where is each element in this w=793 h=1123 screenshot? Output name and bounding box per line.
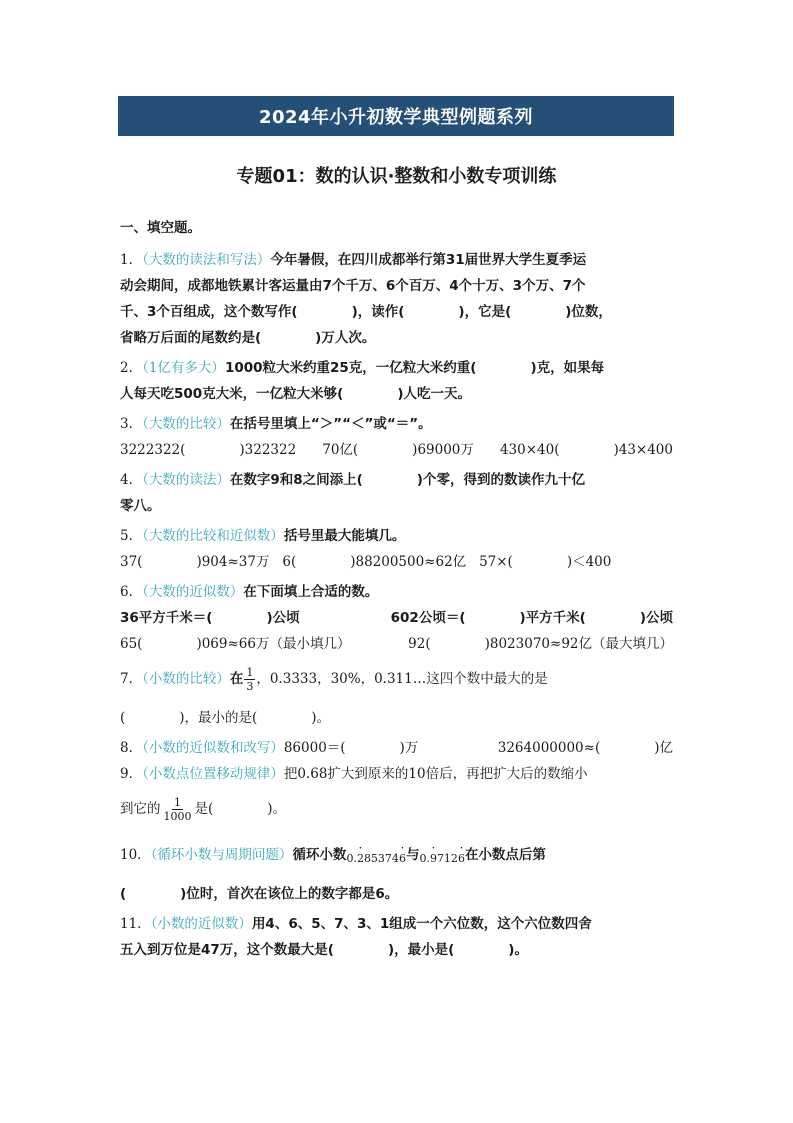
- question-number: 3．: [120, 416, 143, 432]
- question-number: 9．: [120, 766, 143, 782]
- question-number: 1．: [120, 252, 143, 268]
- question-text: 括号里最大能填几。: [283, 528, 406, 544]
- question-text: 到它的: [120, 801, 161, 817]
- question-4-line-1: [120, 467, 673, 493]
- question-tag: （大数的读法和写法）: [142, 252, 271, 268]
- header-banner: [118, 96, 674, 136]
- repeat-end-digit: · 6: [458, 852, 465, 865]
- question-text: 用4、6、5、7、3、1组成一个六位数，这个六位数四舍: [251, 916, 592, 932]
- repeat-start-digit: · 2: [357, 852, 364, 865]
- question-tag: （大数的比较）: [142, 416, 230, 432]
- question-text: 在数字9和8之间添上( )个零，得到的数读作九十亿: [229, 472, 585, 488]
- question-tag: （大数的近似数）: [142, 584, 244, 600]
- fill-item-3: 65( )069≈66万（最小填几）: [120, 636, 351, 652]
- decimal-int: 0.: [346, 852, 357, 865]
- question-text-rest: 在小数点后第: [464, 847, 546, 863]
- fill-item-1: 86000＝( )万: [283, 740, 419, 756]
- question-tag: （小数的比较）: [142, 671, 230, 687]
- question-1-line-2: 动会期间，成都地铁累计客运量由7个千万、6个百万、4个十万、3个万、7个: [120, 278, 586, 294]
- fraction-denominator: 1000: [163, 810, 192, 823]
- question-2-line-1: [120, 355, 673, 381]
- question-5-line-1: [120, 523, 673, 549]
- question-11-line-1: [120, 911, 673, 937]
- question-text: 在: [229, 671, 244, 687]
- question-tag: （小数的近似数）: [150, 916, 252, 932]
- question-tag: （小数点位置移动规律）: [142, 766, 284, 782]
- compare-item-1: 3222322( )322322: [120, 442, 297, 458]
- repeating-decimal-1: [346, 852, 406, 865]
- question-tag: （小数的近似数和改写）: [142, 740, 284, 756]
- question-3-line-1: [120, 411, 673, 437]
- question-text: 1000粒大米约重25克，一亿粒大米约重( )克，如果每: [224, 360, 605, 376]
- question-number: 4．: [120, 472, 143, 488]
- fill-item-4: 92( )8023070≈92亿（最大填几）: [408, 636, 673, 652]
- question-4-line-2: 零八。: [120, 498, 161, 514]
- question-6-line-1: [120, 579, 673, 605]
- decimal-int: 0.: [419, 852, 430, 865]
- question-tag: （循环小数与周期问题）: [150, 847, 293, 863]
- worksheet-body: [120, 215, 673, 963]
- question-6-row-2: [120, 631, 673, 657]
- question-9-line-1: [120, 761, 673, 787]
- section-heading: 一、填空题。: [120, 220, 201, 236]
- question-text-rest: ，0.3333，30%，0.311…这四个数中最大的是: [256, 671, 548, 687]
- fraction: [162, 796, 194, 823]
- question-text: 循环小数: [292, 847, 347, 863]
- banner-title: 2024年小升初数学典型例题系列: [258, 107, 534, 128]
- compare-item-2: 70亿( )69000万: [322, 442, 474, 458]
- question-1-line-4: 省略万后面的尾数约是( )万人次。: [120, 330, 376, 346]
- fraction: [244, 666, 255, 693]
- fraction-numerator: 1: [174, 796, 181, 809]
- question-text: 今年暑假，在四川成都举行第31届世界大学生夏季运: [270, 252, 587, 268]
- question-tag: （大数的读法）: [142, 472, 230, 488]
- fill-item-1: 37( )904≈37万: [120, 554, 270, 570]
- question-10-line-2: ( )位时，首次在该位上的数字都是6。: [120, 886, 399, 902]
- question-number: 11．: [120, 916, 151, 932]
- question-tag: （1亿有多大）: [142, 360, 225, 376]
- fill-item-1: 36平方千米＝( )公顷: [120, 610, 300, 626]
- repeat-start-digit: · 9: [430, 852, 437, 865]
- repeat-end-digit: · 6: [399, 852, 406, 865]
- question-text: 在下面填上合适的数。: [243, 584, 379, 600]
- question-number: 5．: [120, 528, 143, 544]
- decimal-digits: 85374: [363, 852, 399, 865]
- question-5-items: [120, 549, 673, 575]
- page-title: 专题01：数的认识·整数和小数专项训练: [236, 166, 557, 187]
- question-number: 8．: [120, 740, 143, 756]
- decimal-digits: 712: [436, 852, 458, 865]
- fraction-denominator: 3: [246, 680, 254, 693]
- question-9-line-2: [120, 787, 673, 831]
- question-text: 在括号里填上“＞”“＜”或“＝”。: [229, 416, 432, 432]
- question-7-line-2: ( )，最小的是( )。: [120, 710, 331, 726]
- question-number: 6．: [120, 584, 143, 600]
- question-number: 7．: [120, 671, 143, 687]
- repeating-decimal-2: [419, 852, 465, 865]
- question-6-row-1: [120, 605, 673, 631]
- question-10-line-1: [120, 833, 673, 877]
- question-8-line-1: [120, 735, 673, 761]
- fill-item-2: 6( )88200500≈62亿: [282, 554, 467, 570]
- question-2-line-2: 人每天吃500克大米，一亿粒大米够( )人吃一天。: [120, 386, 472, 402]
- question-11-line-2: 五入到万位是47万，这个数最大是( )，最小是( )。: [120, 942, 528, 958]
- question-1-line-3: 千、3个百组成，这个数写作( )，读作( )，它是( )位数，: [120, 304, 612, 320]
- question-number: 10．: [120, 847, 151, 863]
- question-text: 把0.68扩大到原来的10倍后，再把扩大后的数缩小: [283, 766, 588, 782]
- question-1-line-1: [120, 247, 673, 273]
- fraction-numerator: 1: [246, 666, 254, 679]
- question-number: 2．: [120, 360, 143, 376]
- fill-item-2: 602公顷＝( )平方千米( )公顷: [390, 610, 673, 626]
- question-text-mid: 与: [405, 847, 420, 863]
- compare-item-3: 430×40( )43×400: [499, 442, 673, 458]
- question-tag: （大数的比较和近似数）: [142, 528, 284, 544]
- fill-item-3: 57×( )＜400: [479, 554, 612, 570]
- fill-item-2: 3264000000≈( )亿: [497, 740, 673, 756]
- question-7-line-1: [120, 659, 673, 699]
- question-3-items: [120, 437, 673, 463]
- question-text-rest: 是( )。: [194, 801, 287, 817]
